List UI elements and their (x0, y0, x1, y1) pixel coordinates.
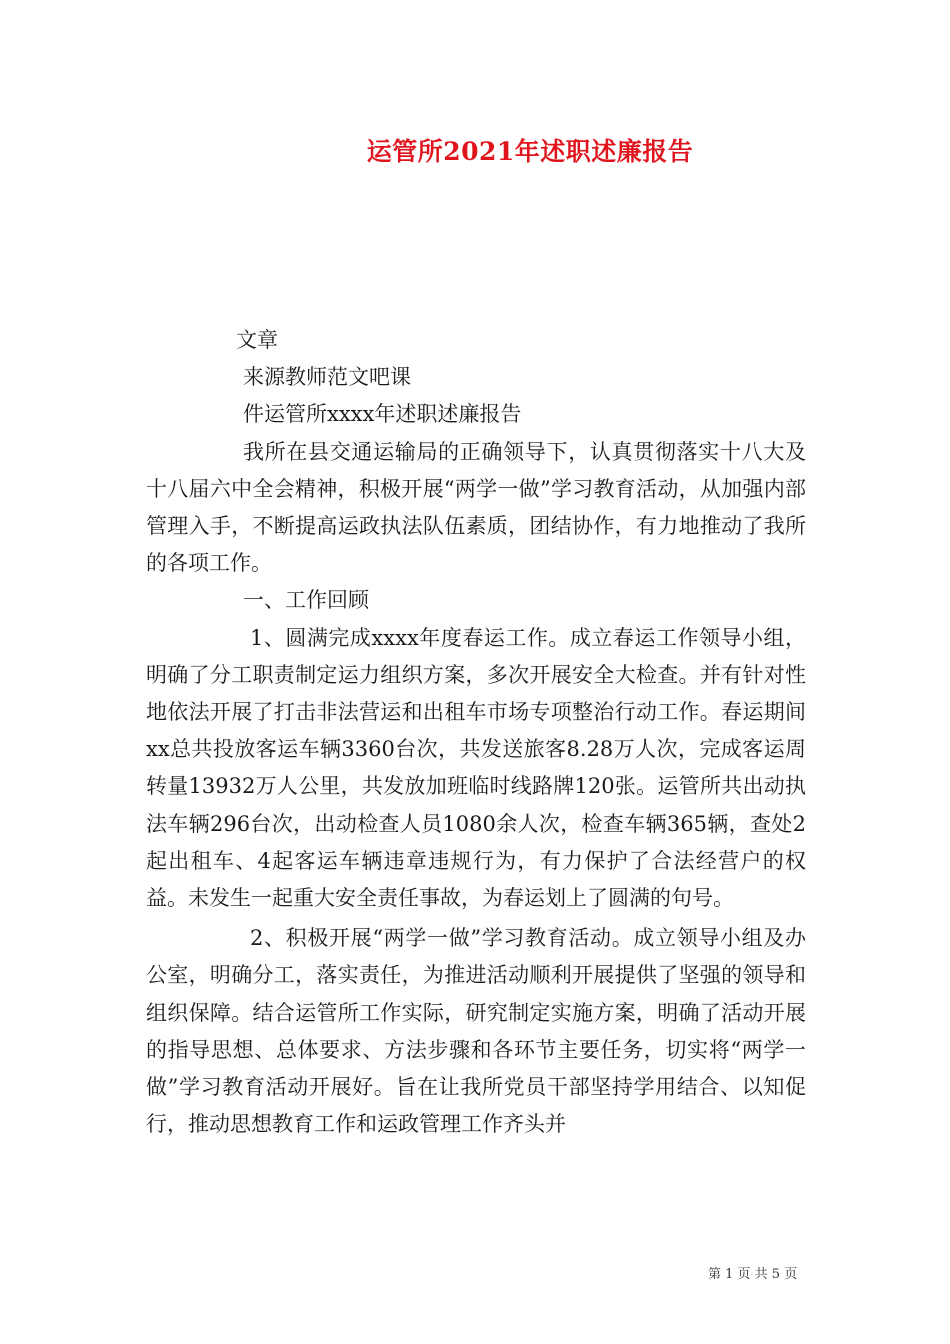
page-number-footer: 第 1 页 共 5 页 (708, 1267, 798, 1282)
document-body (146, 322, 806, 1143)
paragraph-source: 来源教师范文吧课 (243, 365, 411, 390)
section-heading-work-review: 一、工作回顾 (243, 588, 369, 613)
paragraph-article-label: 文章 (236, 328, 278, 352)
paragraph-subtitle: 件运管所xxxx年述职述廉报告 (243, 402, 522, 427)
paragraph-intro: 我所在县交通运输局的正确领导下，认真贯彻落实十八大及十八届六中全会精神，积极开展“两学一做”学习教育活动，从加强内部管理入手，不断提高运政执法队伍素质，团结协作，有力地推动了我所的各项工作。 (146, 439, 806, 576)
paragraph-item-2: 2、积极开展“两学一做”学习教育活动。成立领导小组及办公室，明确分工，落实责任，为推进活动顺利开展提供了坚强的领导和组织保障。结合运管所工作实际，研究制定实施方案，明确了活动开展的指导思想、总体要求、方法步骤和各环节主要任务，切实将“两学一做”学习教育活动开展好。旨在让我所党员干部坚持学用结合、以知促行，推动思想教育工作和运政管理工作齐头并 (146, 926, 806, 1137)
document-title: 运管所2021年述职述廉报告 (366, 137, 694, 166)
paragraph-item-1: 1、圆满完成xxxx年度春运工作。成立春运工作领导小组，明确了分工职责制定运力组织方案，多次开展安全大检查。并有针对性地依法开展了打击非法营运和出租车市场专项整治行动工作。春运期间xx总共投放客运车辆3360台次，共发送旅客8.28万人次，完成客运周转量13932万人公里，共发放加班临时线路牌120张。运管所共出动执法车辆296台次，出动检查人员1080余人次，检查车辆365辆，查处2起出租车、4起客运车辆违章违规行为，有力保护了合法经营户的权益。未发生一起重大安全责任事故，为春运划上了圆满的句号。 (146, 625, 806, 911)
